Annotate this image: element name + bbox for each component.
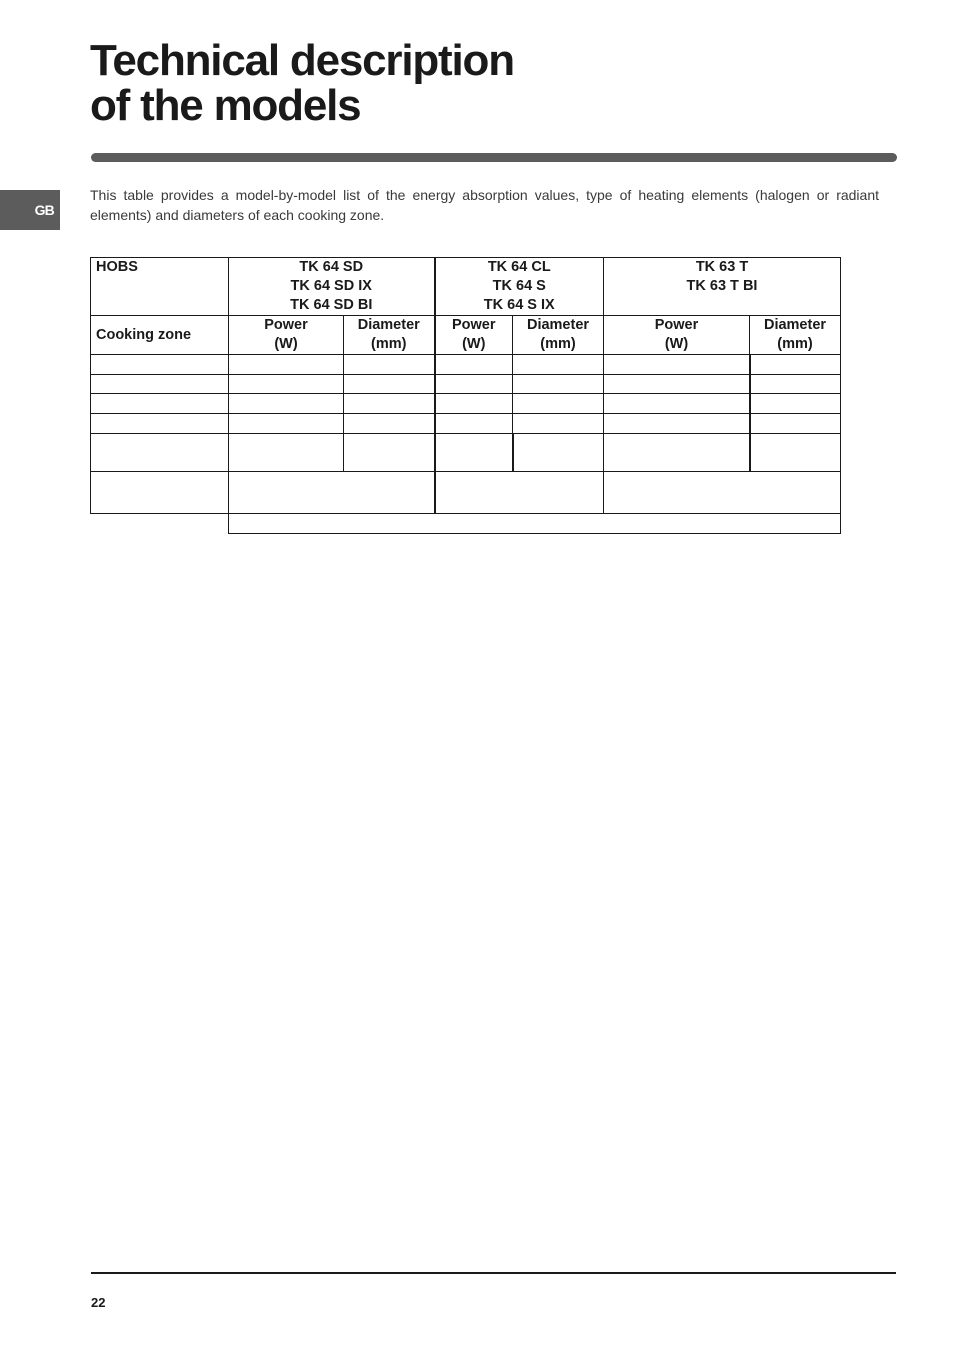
model-name: TK 64 SD <box>299 259 364 275</box>
diameter-unit: (mm) <box>540 336 576 352</box>
power-header-cell <box>435 316 513 355</box>
units-header-row <box>91 316 841 355</box>
table-cell <box>344 394 435 414</box>
table-cell <box>750 355 841 375</box>
model-name: TK 64 SD IX <box>290 278 372 294</box>
diameter-label: Diameter <box>526 317 590 333</box>
table-row <box>91 355 841 375</box>
table-cell <box>435 434 513 472</box>
table-cell <box>229 434 344 472</box>
power-label: Power <box>654 317 699 333</box>
table-row <box>91 414 841 434</box>
table-cell <box>91 472 229 514</box>
language-tab: GB <box>0 190 60 230</box>
table-row <box>91 375 841 394</box>
table-cell <box>91 414 229 434</box>
table-cell <box>750 375 841 394</box>
table-cell <box>750 414 841 434</box>
table-cell <box>604 355 750 375</box>
diameter-header-cell <box>344 316 435 355</box>
table-row <box>91 514 841 534</box>
model-name: TK 64 S IX <box>483 297 555 313</box>
diameter-unit: (mm) <box>777 336 813 352</box>
diameter-header-cell <box>513 316 604 355</box>
table-cell <box>604 472 841 514</box>
table-cell <box>229 375 344 394</box>
table-cell <box>229 394 344 414</box>
diameter-label: Diameter <box>357 317 420 333</box>
power-header-cell <box>229 316 344 355</box>
table-cell <box>604 375 750 394</box>
table-row <box>91 394 841 414</box>
table-cell <box>604 414 750 434</box>
table-cell <box>435 355 513 375</box>
table-row <box>91 472 841 514</box>
model-name: TK 64 S <box>492 278 546 294</box>
model-group-2-header <box>435 258 604 316</box>
hobs-header-cell: HOBS <box>91 258 229 316</box>
model-name: TK 64 CL <box>487 259 551 275</box>
page-title-line-1: Technical description <box>90 36 514 85</box>
table-cell <box>91 514 229 534</box>
model-name: TK 63 T BI <box>686 278 758 294</box>
models-header-row <box>91 258 841 316</box>
table-cell <box>344 355 435 375</box>
table-cell <box>344 414 435 434</box>
table-cell <box>229 414 344 434</box>
table-row <box>91 434 841 472</box>
table-cell <box>604 394 750 414</box>
power-header-cell <box>604 316 750 355</box>
model-name: TK 64 SD BI <box>290 297 373 313</box>
table-cell <box>750 434 841 472</box>
power-unit: (W) <box>462 336 486 352</box>
table-cell <box>435 375 513 394</box>
table-cell <box>91 355 229 375</box>
table-cell <box>750 394 841 414</box>
diameter-unit: (mm) <box>371 336 407 352</box>
table-cell <box>513 375 604 394</box>
table-cell <box>513 355 604 375</box>
power-unit: (W) <box>274 336 298 352</box>
diameter-label: Diameter <box>763 317 827 333</box>
intro-paragraph: This table provides a model-by-model list of the energy absorption values, type of heating elements (halogen or radiant elements) and diameters of each cooking zone. <box>90 187 879 223</box>
table-cell <box>604 434 750 472</box>
table-cell <box>91 434 229 472</box>
table-cell <box>435 472 604 514</box>
table-cell <box>513 394 604 414</box>
table-cell <box>435 414 513 434</box>
page-title-line-2: of the models <box>90 81 361 130</box>
page-number: 22 <box>91 1295 106 1310</box>
table-cell <box>229 514 841 534</box>
table-cell <box>229 355 344 375</box>
model-group-1-header <box>229 258 435 316</box>
table-cell <box>435 394 513 414</box>
table-cell <box>344 375 435 394</box>
power-label: Power <box>264 317 308 333</box>
technical-spec-table <box>90 257 841 534</box>
page-title <box>90 38 514 128</box>
power-label: Power <box>451 317 496 333</box>
cooking-zone-header-cell: Cooking zone <box>91 316 229 355</box>
table-cell <box>513 414 604 434</box>
table-cell <box>91 394 229 414</box>
table-cell <box>344 434 435 472</box>
diameter-header-cell <box>750 316 841 355</box>
model-name: TK 63 T <box>695 259 749 275</box>
table-cell <box>229 472 435 514</box>
table-cell <box>91 375 229 394</box>
table-cell <box>513 434 604 472</box>
footer-divider <box>91 1272 896 1274</box>
power-unit: (W) <box>664 336 689 352</box>
title-divider <box>91 153 897 162</box>
model-group-3-header <box>604 258 841 316</box>
